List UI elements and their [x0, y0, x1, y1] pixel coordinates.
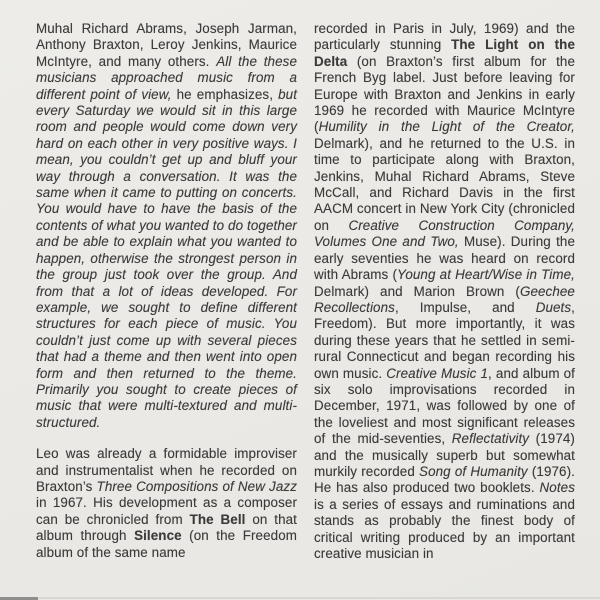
text-segment: , Freedom). But more importantly, it was during these years that he settled in semi-rural Connecticut and began recording his own music. — [314, 299, 575, 381]
text-segment: Notes — [539, 480, 575, 496]
text-column-right — [314, 21, 575, 562]
text-segment: (on Braxton’s first album for the French Byg label. Just before leaving for Europe with Braxton and Jenkins in early 1969 he recorded with Maurice McIntyre ( — [314, 53, 575, 135]
text-segment: Song of Humanity — [419, 463, 528, 479]
text-segment: on that album through — [36, 511, 297, 544]
scan-bottom-edge-line — [0, 597, 600, 599]
text-segment: Silence — [134, 528, 182, 544]
text-segment: in 1967. His development as a composer can be chronicled from — [36, 495, 297, 527]
text-segment: All the these musicians approached music from a different point of view, — [36, 53, 297, 102]
paragraph — [36, 21, 297, 431]
text-segment: Humility in the Light of the Creator, — [318, 119, 575, 135]
paragraph — [36, 446, 297, 561]
text-segment: but every Saturday we would sit in this large room and people would come down very hard on each other in very positive ways. I mean, you couldn’t get up and bluff your way through a conversation. It was the same when it came to putting on concerts. You would have to have the basis of the contents of what you wanted to do together and be able to explain what you wanted to happen, otherwise the strongest person in the group just took over the group. And from that a lot of ideas developed. For example, we sought to define different structures for each piece of music. You couldn’t just come up with several pieces that had a theme and then went into open form and then returned to the theme. Primarily you sought to create pieces of music that were multi-textured and multi-structured. — [36, 86, 298, 430]
text-segment: Three Compositions of New Jazz — [96, 478, 297, 494]
text-segment: Leo was already a formidable improviser and instrumentalist when he recorded on Braxton’s — [36, 446, 297, 494]
text-segment: (1974) and the musically superb but somewhat murkily recorded — [314, 431, 575, 479]
text-segment: (1976). He has also produced two booklets. — [314, 463, 575, 496]
text-column-left — [36, 21, 297, 562]
text-segment: Geechee Recollections — [314, 283, 575, 315]
text-segment: (on the Freedom album of the same name — [36, 528, 297, 560]
text-segment: he emphasizes, — [171, 86, 279, 102]
text-segment: Creative Music 1 — [386, 365, 489, 381]
text-segment: Young at Heart/Wise in Time, — [397, 267, 575, 283]
text-segment: Reflectativity — [451, 431, 530, 447]
text-segment: Creative Construction Company, Volumes One and Two, — [314, 217, 575, 250]
text-segment: The Light on the Delta — [314, 37, 576, 69]
text-segment: Delmark) and Marion Brown ( — [314, 283, 520, 299]
text-segment: , Impulse, and — [394, 299, 536, 315]
text-segment: Delmark), and he returned to the U.S. in time to participate along with Braxton, Jenkins, Muhal Richard Abrams, Steve McCall, and Richard Davis in the first AACM concert in New York City (chronicled on — [314, 135, 575, 233]
text-segment: is a series of essays and ruminations and stands as probably the finest body of critical writing produced by an important creative musician in — [314, 496, 575, 561]
text-segment: Muse). During the early seventies he was heard on record with Abrams ( — [314, 234, 576, 283]
text-segment: recorded in Paris in July, 1969) and the particularly stunning — [314, 21, 575, 53]
paragraph — [314, 21, 575, 562]
text-segment: , and album of six solo improvisations recorded in December, 1971, was followed by one of the loveliest and most significant releases of the mid-seventies, — [314, 365, 575, 447]
text-segment: Muhal Richard Abrams, Joseph Jarman, Anthony Braxton, Leroy Jenkins, Maurice McIntyre, and many others. — [36, 21, 297, 69]
text-segment: Duets — [535, 299, 572, 315]
text-segment: The Bell — [189, 511, 246, 527]
